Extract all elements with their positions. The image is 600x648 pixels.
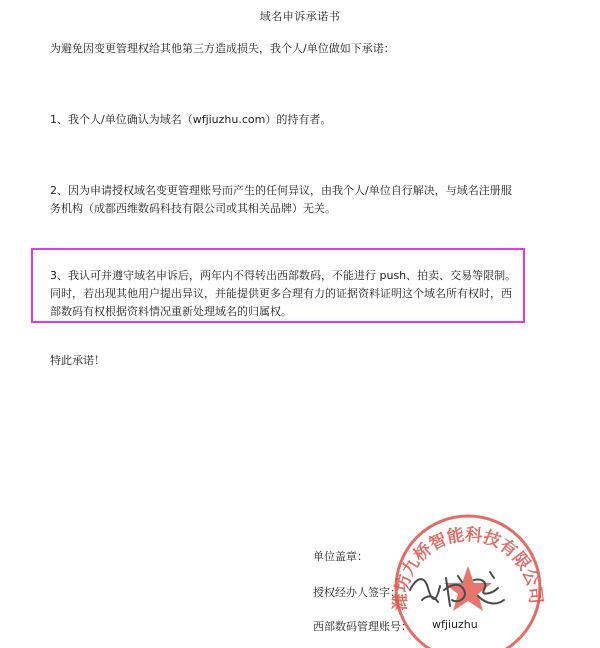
account-label: 西部数码管理账号： [313,620,412,633]
authorized-person-label: 授权经办人签字： [313,586,401,599]
account-value: wfjiuzhu [432,618,478,631]
closing-text: 特此承诺！ [50,354,105,367]
seal-label: 单位盖章： [313,550,368,563]
intro-paragraph: 为避免因变更管理权给其他第三方造成损失，我个人/单位做如下承诺： [50,42,395,55]
clause-3: 3、我认可并遵守域名申诉后，两年内不得转出西部数码，不能进行 push、拍卖、交易等限制。同时，若出现其他用户提出异议，并能提供更多合理有力的证据资料证明这个域名所有权时，西部数码有权根据资料情况重新处理域名的归属权。 [50,269,517,318]
handwritten-signature [402,560,512,620]
seal-text-path: 潍坊九桥智能科技有限公司 [390,524,546,611]
document-title: 域名申诉承诺书 [259,10,341,23]
clause-1: 1、我个人/单位确认为域名（wfjiuzhu.com）的持有者。 [50,113,332,126]
clause-2: 2、因为申请授权域名变更管理账号而产生的任何异议，由我个人/单位自行解决，与域名注册服务机构（成都西维数码科技有限公司或其相关品牌）无关。 [50,184,512,215]
